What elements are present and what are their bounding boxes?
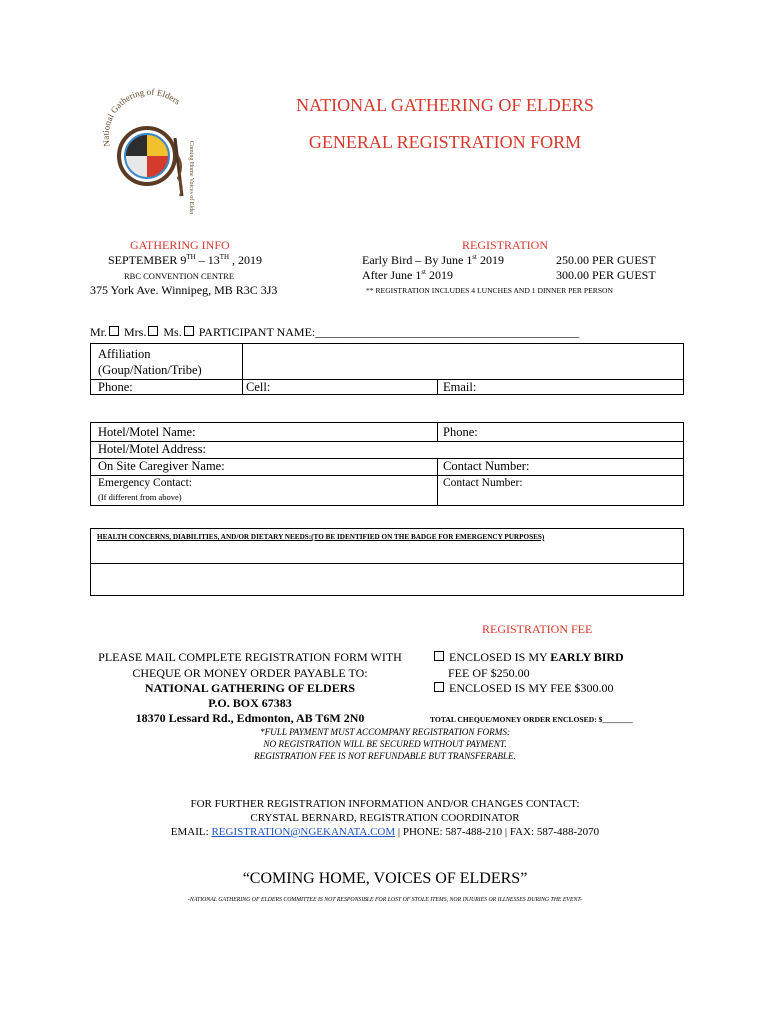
health-label: HEALTH CONCERNS, DIABILITIES, AND/OR DIETARY NEEDS:(TO BE IDENTIFIED ON THE BADGE FOR EMERGENCY PURPOSES): [97, 533, 545, 541]
logo-side-text: Coming Home Voices of Elders: [188, 141, 194, 214]
registration-heading: REGISTRATION: [462, 238, 548, 252]
contact-line-3: [120, 826, 650, 838]
health-field[interactable]: [92, 565, 682, 594]
mail-line-2: CHEQUE OR MONEY ORDER PAYABLE TO:: [132, 666, 368, 680]
contact-line-1: FOR FURTHER REGISTRATION INFORMATION AND/OR CHANGES CONTACT:: [190, 798, 580, 810]
payee: NATIONAL GATHERING OF ELDERS: [144, 681, 356, 695]
mail-street: 18370 Lessard Rd., Edmonton, AB T6M 2N0: [135, 711, 365, 725]
participant-line: [90, 325, 579, 340]
caregiver-label: On Site Caregiver Name:: [98, 459, 225, 473]
form-subtitle: GENERAL REGISTRATION FORM: [308, 132, 582, 152]
affiliation-field[interactable]: [244, 345, 681, 378]
emergency-sub-label: (If different from above): [98, 492, 182, 502]
contact-line-2: CRYSTAL BERNARD, REGISTRATION COORDINATOR: [250, 812, 520, 824]
gathering-address: 375 York Ave. Winnipeg, MB R3C 3J3: [90, 283, 278, 297]
email-prefix: EMAIL:: [170, 826, 212, 838]
logo: [92, 86, 202, 214]
hotel-table: [90, 422, 684, 506]
form-title: NATIONAL GATHERING OF ELDERS: [296, 95, 594, 115]
mr-label: Mr.: [90, 325, 108, 339]
emergency-contact-number-label: Contact Number:: [443, 477, 523, 489]
regular-fee-checkbox[interactable]: [434, 682, 444, 692]
late-price: 300.00 PER GUEST: [556, 268, 656, 282]
early-bird-label: Early Bird – By June 1st 2019: [362, 253, 504, 267]
gathering-info-heading: GATHERING INFO: [130, 238, 230, 252]
late-label: After June 1st 2019: [362, 268, 453, 282]
registration-includes-note: ** REGISTRATION INCLUDES 4 LUNCHES AND 1 DINNER PER PERSON: [366, 286, 614, 295]
regular-fee-option-label: ENCLOSED IS MY FEE $300.00: [449, 681, 614, 695]
ms-label: Ms.: [163, 325, 182, 339]
cell-label: Cell:: [246, 380, 271, 394]
gathering-dates: SEPTEMBER 9TH – 13TH , 2019: [108, 253, 263, 267]
ms-checkbox[interactable]: [184, 326, 194, 336]
slogan: “COMING HOME, VOICES OF ELDERS”: [242, 870, 528, 887]
emergency-contact-label: Emergency Contact:: [98, 477, 192, 489]
affiliation-label: Affiliation: [98, 347, 151, 361]
disclaimer: -NATIONAL GATHERING OF ELDERS COMMITTEE IS NOT RESPONSIBLE FOR LOST OF STOLE ITEMS, NOR INJURIES OR ILLNESSES DURING THE EVENT-: [187, 897, 583, 903]
hotel-address-label: Hotel/Motel Address:: [98, 442, 206, 456]
contact-email-link[interactable]: REGISTRATION@NGEKANATA.COM: [211, 826, 396, 838]
mail-line-1: PLEASE MAIL COMPLETE REGISTRATION FORM WITH: [98, 650, 402, 664]
early-bird-option-bold: EARLY BIRD: [550, 650, 624, 664]
health-table: [90, 528, 684, 596]
fee-heading: REGISTRATION FEE: [482, 622, 593, 636]
participant-name-label: PARTICIPANT NAME:: [198, 325, 316, 339]
early-bird-price: 250.00 PER GUEST: [556, 253, 656, 267]
affiliation-sub-label: (Goup/Nation/Tribe): [98, 363, 202, 377]
early-bird-option-line2: FEE OF $250.00: [448, 666, 530, 680]
hotel-phone-label: Phone:: [443, 425, 478, 439]
contact-table: [90, 343, 684, 395]
total-enclosed[interactable]: TOTAL CHEQUE/MONEY ORDER ENCLOSED: $________: [430, 715, 633, 724]
early-bird-option-prefix: ENCLOSED IS MY: [449, 650, 551, 664]
payment-note-1: *FULL PAYMENT MUST ACCOMPANY REGISTRATION FORMS:: [259, 727, 511, 737]
logo-ring-text: National Gathering of Elders: [100, 86, 183, 148]
gathering-venue: RBC CONVENTION CENTRE: [124, 271, 235, 281]
early-bird-checkbox[interactable]: [434, 651, 444, 661]
payment-note-2: NO REGISTRATION WILL BE SECURED WITHOUT PAYMENT.: [263, 739, 507, 749]
caregiver-contact-label: Contact Number:: [443, 459, 530, 473]
mrs-label: Mrs.: [124, 325, 147, 339]
early-bird-option: [434, 650, 624, 665]
phone-label: Phone:: [98, 380, 133, 394]
po-box: P.O. BOX 67383: [208, 696, 292, 710]
hotel-name-label: Hotel/Motel Name:: [98, 425, 196, 439]
phone-fax: | PHONE: 587-488-210 | FAX: 587-488-2070: [395, 826, 600, 838]
payment-note-3: REGISTRATION FEE IS NOT REFUNDABLE BUT TRANSFERABLE.: [254, 751, 516, 761]
participant-name-field[interactable]: ____________________________________________: [315, 325, 580, 339]
mr-checkbox[interactable]: [109, 326, 119, 336]
mrs-checkbox[interactable]: [148, 326, 158, 336]
logo-graphic: [92, 86, 202, 214]
regular-fee-option: [434, 681, 614, 696]
email-label: Email:: [443, 380, 477, 394]
